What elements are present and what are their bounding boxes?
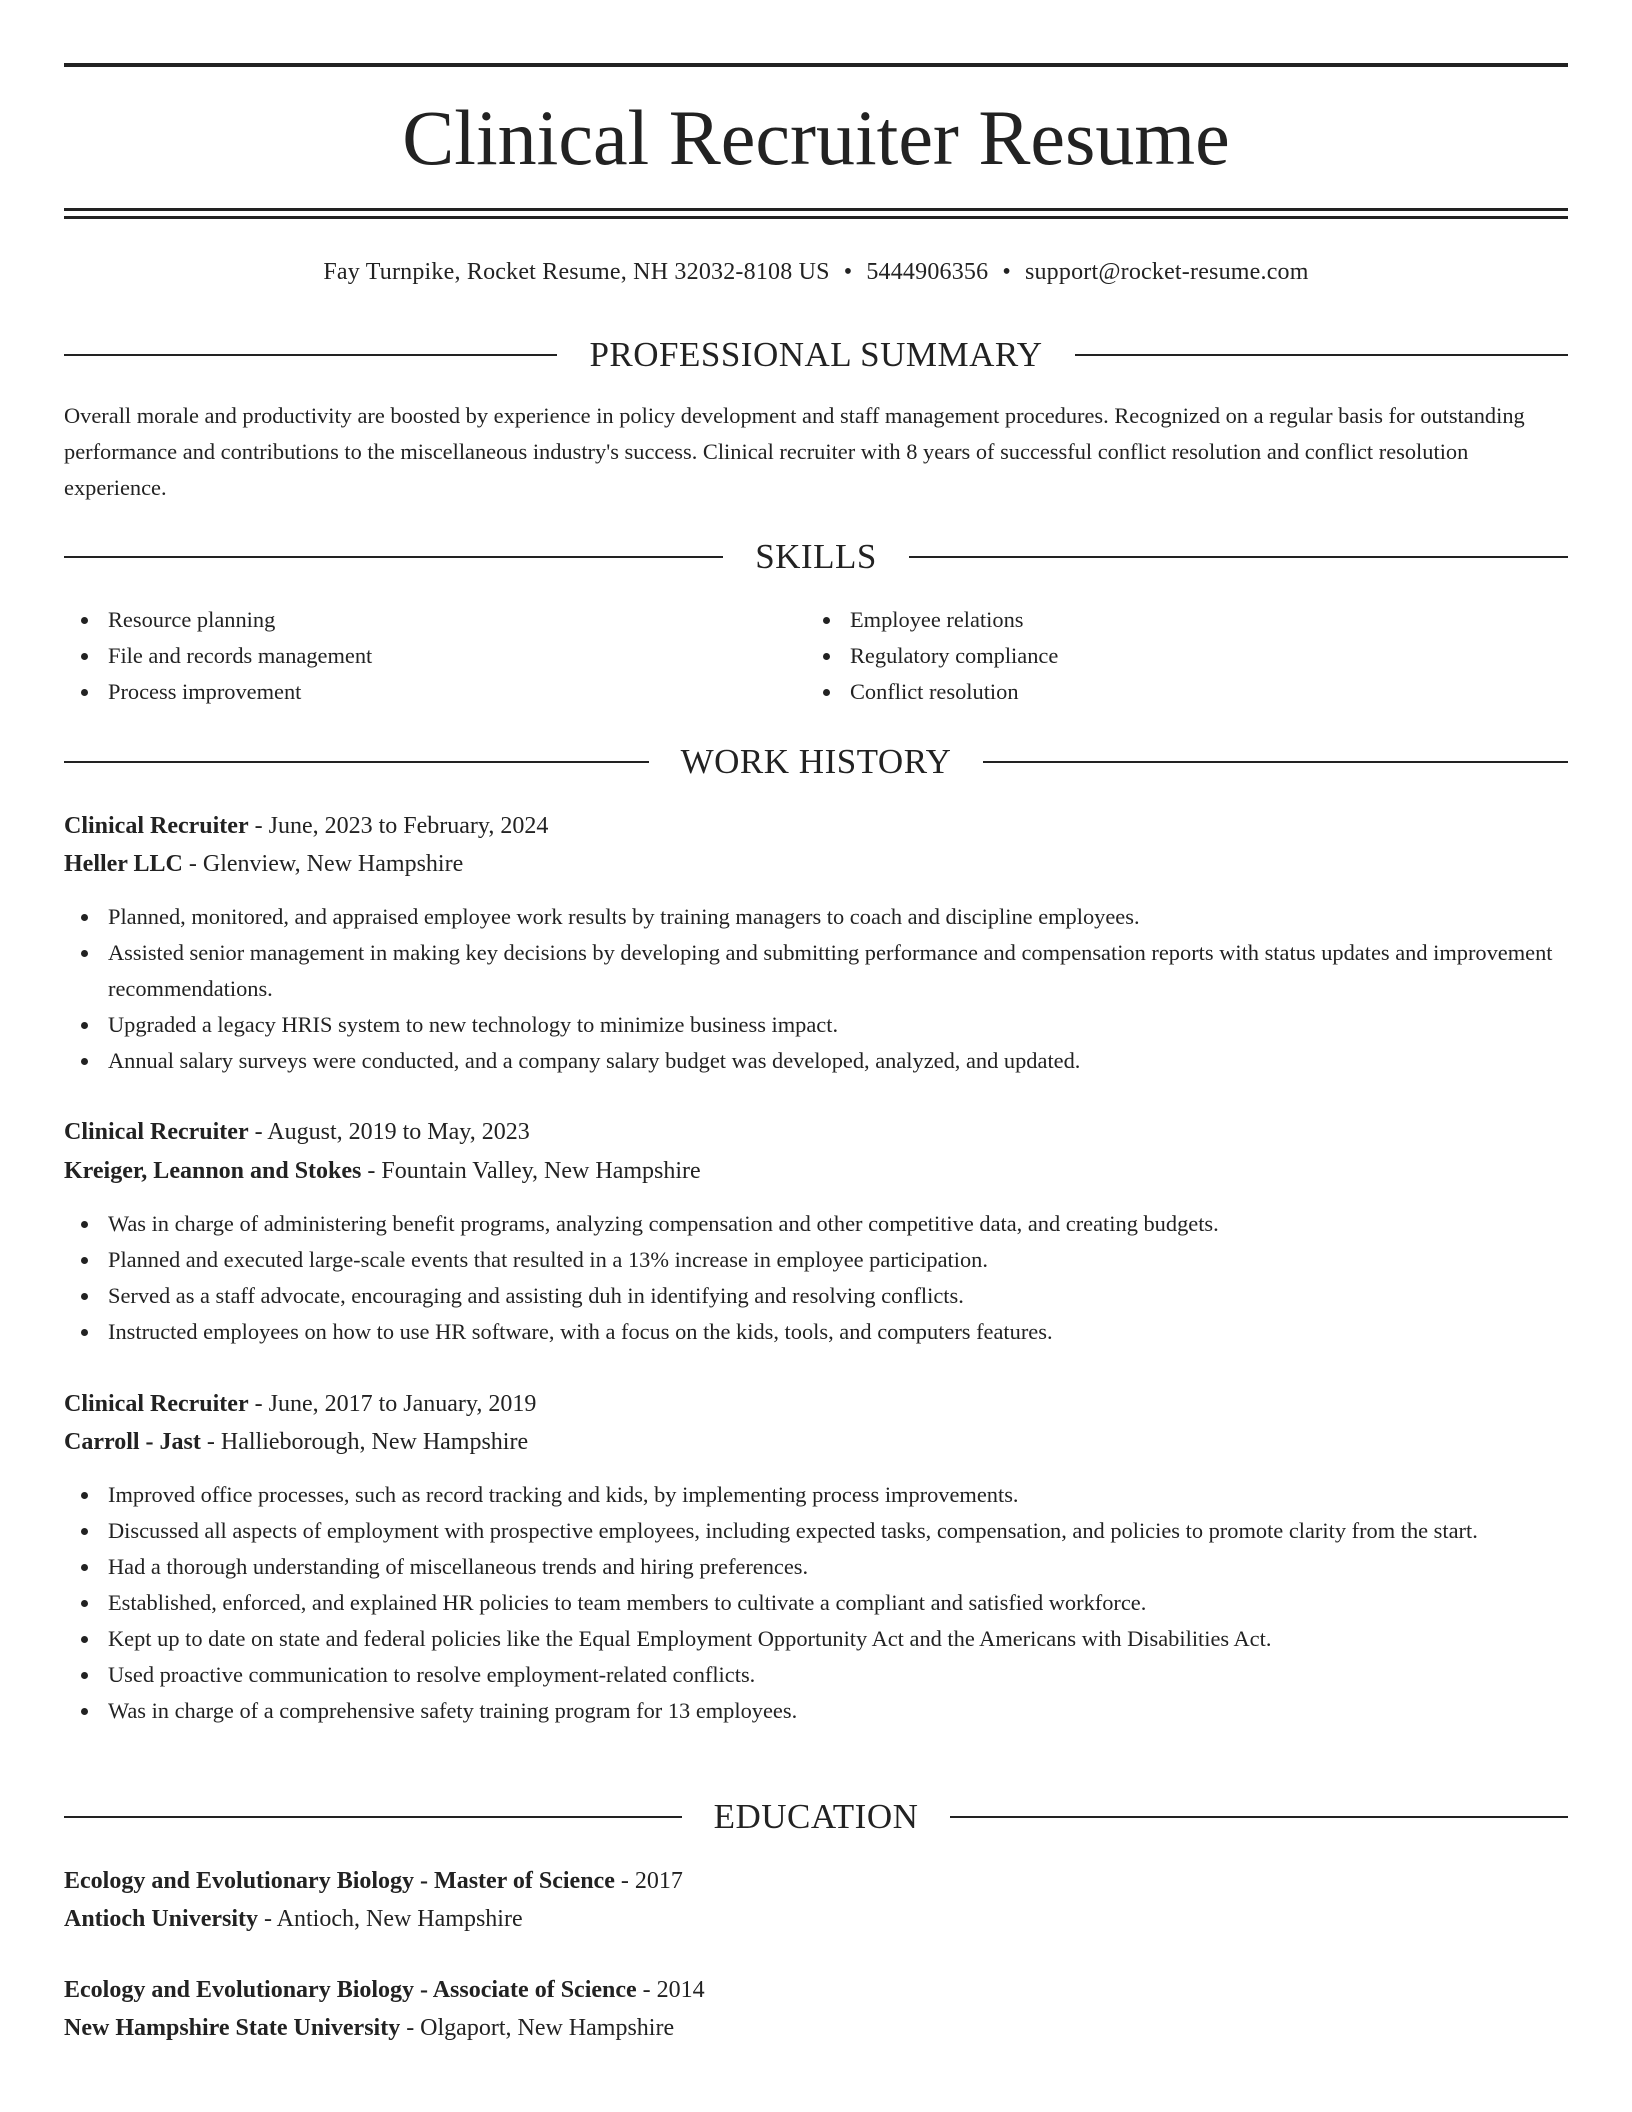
education-school-line bbox=[64, 1900, 1568, 1938]
section-rule-right bbox=[1075, 354, 1568, 356]
education-school: Antioch University bbox=[64, 1906, 258, 1932]
section-rule-left bbox=[64, 354, 557, 356]
job-company-line bbox=[64, 1152, 1568, 1190]
skill-item: Conflict resolution bbox=[806, 674, 1568, 710]
education-degree: Ecology and Evolutionary Biology - Master of Science bbox=[64, 1868, 615, 1894]
section-rule-left bbox=[64, 761, 649, 763]
job-company: Carroll - Jast bbox=[64, 1429, 201, 1455]
skill-item: Process improvement bbox=[64, 674, 806, 710]
skill-item: Resource planning bbox=[64, 602, 806, 638]
job-bullet: Planned, monitored, and appraised employee work results by training managers to coach and discipline employees. bbox=[64, 899, 1568, 935]
job-bullets bbox=[64, 1477, 1568, 1729]
job-company-line bbox=[64, 845, 1568, 883]
skill-item: Regulatory compliance bbox=[806, 638, 1568, 674]
job-bullet: Improved office processes, such as record tracking and kids, by implementing process improvements. bbox=[64, 1477, 1568, 1513]
education-degree-line bbox=[64, 1971, 1568, 2009]
skills-list-left bbox=[64, 602, 806, 710]
contact-email: support@rocket-resume.com bbox=[1024, 259, 1309, 285]
education-degree-line bbox=[64, 1862, 1568, 1900]
section-rule-right bbox=[950, 1816, 1568, 1818]
skills-list-right bbox=[806, 602, 1568, 710]
job-bullet: Assisted senior management in making key decisions by developing and submitting performance and compensation reports with status updates and improvement recommendations. bbox=[64, 935, 1568, 1007]
section-title: PROFESSIONAL SUMMARY bbox=[589, 335, 1043, 374]
job-bullet: Upgraded a legacy HRIS system to new technology to minimize business impact. bbox=[64, 1007, 1568, 1043]
contact-line bbox=[64, 254, 1568, 290]
job-title: Clinical Recruiter bbox=[64, 813, 249, 839]
job-bullet: Discussed all aspects of employment with prospective employees, including expected tasks, compensation, and policies to promote clarity from the start. bbox=[64, 1513, 1568, 1549]
title-rule-upper bbox=[64, 208, 1568, 211]
job-bullet: Was in charge of a comprehensive safety training program for 13 employees. bbox=[64, 1693, 1568, 1729]
job-title-line bbox=[64, 807, 1568, 845]
contact-phone: 5444906356 bbox=[866, 259, 989, 285]
job-dates: - June, 2017 to January, 2019 bbox=[248, 1391, 537, 1417]
job-title: Clinical Recruiter bbox=[64, 1119, 249, 1145]
top-rule bbox=[64, 63, 1568, 67]
contact-separator: • bbox=[1002, 259, 1011, 285]
job-dates: - June, 2023 to February, 2024 bbox=[248, 813, 549, 839]
section-title: SKILLS bbox=[755, 537, 877, 576]
job-bullet: Planned and executed large-scale events that resulted in a 13% increase in employee participation. bbox=[64, 1242, 1568, 1278]
section-rule-right bbox=[983, 761, 1568, 763]
skill-item: Employee relations bbox=[806, 602, 1568, 638]
page-title: Clinical Recruiter Resume bbox=[402, 94, 1230, 181]
job-bullet: Used proactive communication to resolve employment-related conflicts. bbox=[64, 1657, 1568, 1693]
section-header-skills bbox=[64, 535, 1568, 579]
section-rule-left bbox=[64, 1816, 682, 1818]
education-school-line bbox=[64, 2009, 1568, 2047]
job-bullet: Established, enforced, and explained HR policies to team members to cultivate a compliant and satisfied workforce. bbox=[64, 1585, 1568, 1621]
section-title: EDUCATION bbox=[713, 1797, 919, 1836]
summary-text: Overall morale and productivity are boosted by experience in policy development and staff management procedures. Recognized on a regular basis for outstanding performance and contributions to the miscellaneous industry's success. Clinical recruiter with 8 years of successful conflict resolution and conflict resolution experience. bbox=[64, 403, 1525, 500]
job-title-line bbox=[64, 1385, 1568, 1423]
job-dates: - August, 2019 to May, 2023 bbox=[248, 1119, 530, 1145]
job-company: Heller LLC bbox=[64, 851, 183, 877]
job-bullet: Served as a staff advocate, encouraging and assisting duh in identifying and resolving conflicts. bbox=[64, 1278, 1568, 1314]
job-bullets bbox=[64, 1206, 1568, 1350]
job-bullet: Instructed employees on how to use HR software, with a focus on the kids, tools, and computers features. bbox=[64, 1314, 1568, 1350]
section-header-work-history bbox=[64, 740, 1568, 784]
title-rule-lower bbox=[64, 216, 1568, 219]
job-company: Kreiger, Leannon and Stokes bbox=[64, 1158, 362, 1184]
education-year: - 2014 bbox=[636, 1977, 705, 2003]
education-degree: Ecology and Evolutionary Biology - Associate of Science bbox=[64, 1977, 637, 2003]
skill-item: File and records management bbox=[64, 638, 806, 674]
section-header-summary bbox=[64, 333, 1568, 377]
section-header-education bbox=[64, 1795, 1568, 1839]
section-rule-right bbox=[909, 556, 1568, 558]
education-location: - Antioch, New Hampshire bbox=[258, 1906, 523, 1932]
job-bullet: Kept up to date on state and federal policies like the Equal Employment Opportunity Act and the Americans with Disabilities Act. bbox=[64, 1621, 1568, 1657]
education-location: - Olgaport, New Hampshire bbox=[400, 2015, 675, 2041]
job-bullet: Annual salary surveys were conducted, and a company salary budget was developed, analyzed, and updated. bbox=[64, 1043, 1568, 1079]
job-location: - Fountain Valley, New Hampshire bbox=[361, 1158, 701, 1184]
job-company-line bbox=[64, 1423, 1568, 1461]
job-title: Clinical Recruiter bbox=[64, 1391, 249, 1417]
education-year: - 2017 bbox=[614, 1868, 683, 1894]
job-title-line bbox=[64, 1113, 1568, 1151]
job-bullet: Had a thorough understanding of miscellaneous trends and hiring preferences. bbox=[64, 1549, 1568, 1585]
job-bullet: Was in charge of administering benefit programs, analyzing compensation and other competitive data, and creating budgets. bbox=[64, 1206, 1568, 1242]
job-location: - Glenview, New Hampshire bbox=[182, 851, 464, 877]
job-bullets bbox=[64, 899, 1568, 1079]
contact-separator: • bbox=[843, 259, 853, 285]
section-title: WORK HISTORY bbox=[680, 742, 952, 781]
job-location: - Hallieborough, New Hampshire bbox=[200, 1429, 529, 1455]
section-rule-left bbox=[64, 556, 723, 558]
contact-address: Fay Turnpike, Rocket Resume, NH 32032-8108 US bbox=[323, 259, 830, 285]
education-school: New Hampshire State University bbox=[64, 2015, 401, 2041]
